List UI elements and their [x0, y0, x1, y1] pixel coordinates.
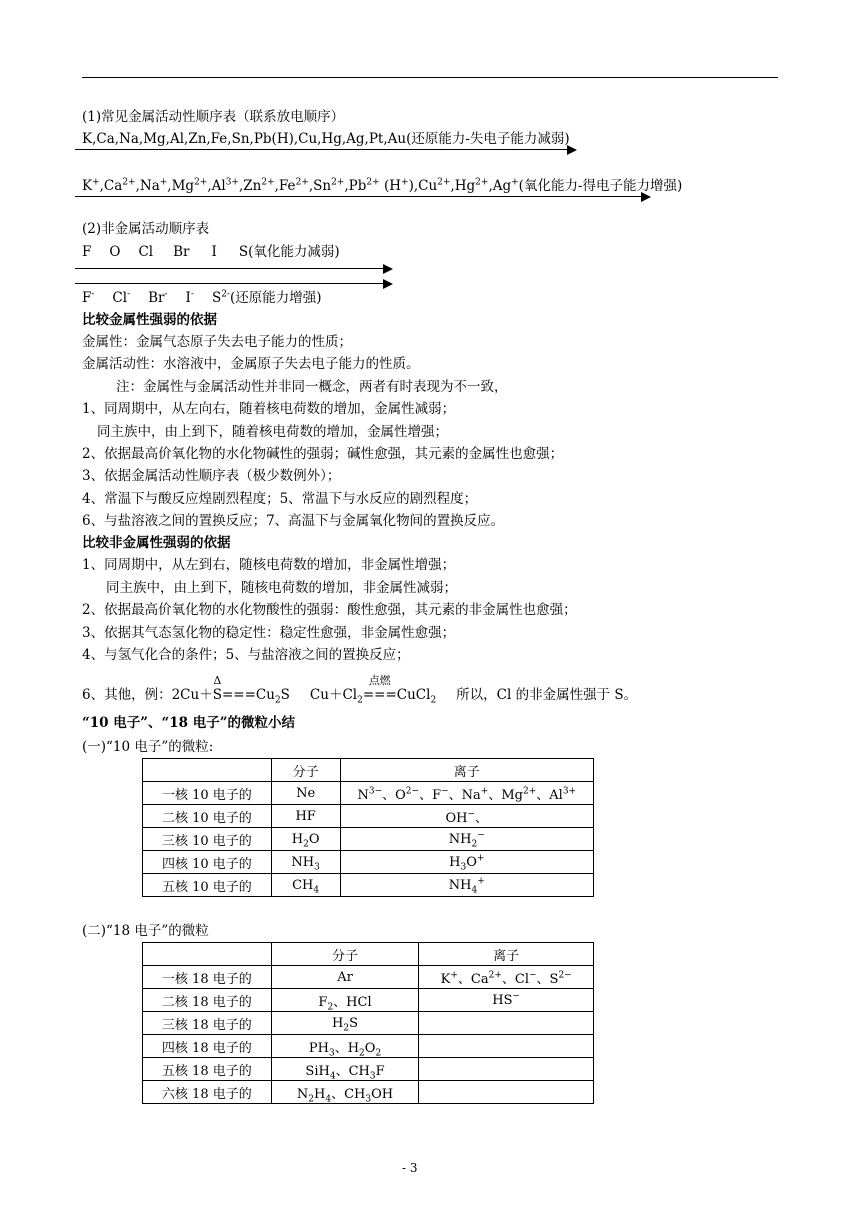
metallic-heading: 比较金属性强弱的依据: [82, 312, 217, 328]
nonmetal-ions-line: F- Cl- Br- I- $S^{2-}$(还原能力增强): [82, 289, 322, 306]
table-row: 二核 18 电子的 $F_2$、HCl HS−: [143, 989, 594, 1012]
table-row: 三核 10 电子的 $H_2O$ $NH_2^-$: [143, 828, 594, 851]
table-row: 五核 10 电子的 $CH_4$ $NH_4^+$: [143, 874, 594, 897]
metallic-line-8: 6、与盐溶液之间的置换反应；7、高温下与金属氧化物间的置换反应。: [82, 513, 505, 529]
metallic-line-5: 2、依据最高价氧化物的水化物碱性的强弱；碱性愈强，其元素的金属性也愈强；: [82, 446, 564, 462]
table-row: 一核 10 电子的 Ne $N^{3-}$、$O^{2-}$、F−、Na+、$Mg^{2+}$、$Al^{3+}$: [143, 782, 594, 805]
metal-series-heading: (1)常见金属活动性顺序表（联系放电顺序）: [82, 109, 345, 125]
table-row: 三核 18 电子的 $H_2S$: [143, 1012, 594, 1035]
nonmetal-ions-tail: (还原能力增强): [229, 290, 322, 306]
table-row: 四核 10 电子的 $NH_3$ $H_3O^+$: [143, 851, 594, 874]
nonmetallic-line-1: 1、同周期中，从左到右，随核电荷数的增加，非金属性增强；: [82, 557, 456, 573]
metallic-line-7: 4、常温下与酸反应煌剧烈程度；5、常温下与水反应的剧烈程度；: [82, 491, 478, 507]
nonmetallic-line-5: 4、与氢气化合的条件；5、与盐溶液之间的置换反应；: [82, 647, 410, 663]
table-row: 二核 10 电子的 HF OH−、: [143, 805, 594, 828]
metallic-note: 注：金属性与金属活动性并非同一概念，两者有时表现为不一致，: [116, 379, 508, 395]
nonmetal-atoms-arrow: [75, 264, 393, 274]
metallic-line-2: 金属活动性：水溶液中，金属原子失去电子能力的性质。: [82, 356, 420, 372]
metal-ions-line: $K^+,Ca^{2+},Na^+,Mg^{2+},Al^{3+},Zn^{2+},Fe^{2+},Sn^{2+},Pb^{2+}$ $(H^+),Cu^{2+},Hg^{2+},Ag^+$(氧化能力-得电子能力增强): [82, 177, 683, 194]
nonmetallic-line-4: 3、依据其气态氢化物的稳定性：稳定性愈强，非金属性愈强；: [82, 625, 456, 641]
nonmetallic-heading: 比较非金属性强弱的依据: [82, 535, 231, 551]
metallic-line-1: 金属性：金属气态原子失去电子能力的性质；: [82, 334, 352, 350]
metal-ions-arrow: [75, 192, 651, 202]
table-row: 四核 18 电子的 $PH_3$、$H_2O_2$: [143, 1035, 594, 1058]
nonmetallic-line-3: 2、依据最高价氧化物的水化物酸性的强弱：酸性愈强，其元素的非金属性也愈强；: [82, 602, 577, 618]
metallic-line-4: 同主族中，由上到下，随着核电荷数的增加，金属性增强；: [97, 424, 448, 440]
table-row: 一核 18 电子的 Ar K+、$Ca^{2+}$、Cl−、$S^{2-}$: [143, 966, 594, 989]
table-row: 分子 离子: [143, 943, 594, 966]
ten-electron-table: [142, 758, 594, 897]
eighteen-electron-table: [142, 942, 594, 1104]
particles-heading: “10 电子”、“18 电子”的微粒小结: [82, 715, 296, 731]
top-rule: [82, 77, 778, 78]
nonmetallic-line-2: 同主族中，由上到下，随核电荷数的增加，非金属性减弱；: [106, 580, 457, 596]
ten-electron-heading: (一)“10 电子”的微粒:: [82, 739, 214, 755]
page-number: - 3: [402, 1161, 418, 1175]
eighteen-electron-heading: (二)“18 电子”的微粒: [82, 923, 209, 939]
ignite-reaction-sign: 点燃 ===: [362, 674, 397, 703]
metal-atoms-line: K,Ca,Na,Mg,Al,Zn,Fe,Sn,Pb(H),Cu,Hg,Ag,Pt,Au(还原能力-失电子能力减弱): [82, 131, 570, 147]
nonmetal-atoms-line: F O Cl Br I S(氧化能力减弱): [82, 244, 340, 260]
table-row: 分子 离子: [143, 759, 594, 782]
table-row: 五核 18 电子的 SiH$_4$、$CH_3F$: [143, 1058, 594, 1081]
metallic-line-6: 3、依据金属活动性顺序表（极少数例外）；: [82, 468, 341, 484]
nonmetal-ions-arrow: [75, 279, 393, 289]
heat-reaction-sign: Δ S: [212, 674, 222, 703]
table-row: 六核 18 电子的 $N_2H_4$、$CH_3OH$: [143, 1081, 594, 1104]
metal-atoms-arrow: [75, 145, 577, 155]
metallic-line-3: 1、同周期中，从左向右，随着核电荷数的增加，金属性减弱；: [82, 401, 456, 417]
nonmetal-series-heading: (2)非金属活动顺序表: [82, 221, 210, 237]
nonmetallic-line-6: 6、其他，例：2Cu＋ Δ $S===Cu_2S$ $Cu+Cl_2$ 点燃 ===CuCl$_2$ 所以，Cl 的非金属性强于 S。: [82, 674, 638, 706]
metal-ions-tail: (氧化能力-得电子能力增强): [518, 178, 683, 194]
